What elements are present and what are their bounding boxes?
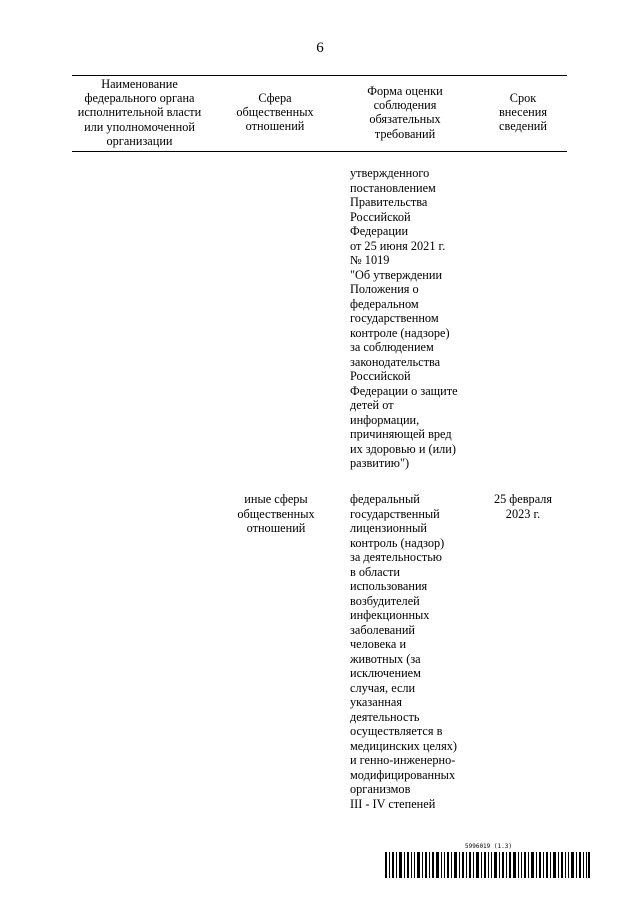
row1-assessment-form: утвержденного постановлением Правительства Российской Федерации от 25 июня 2021 г. № 1019 "Об утверждении Положения о федеральном государственном контроле (надзоре) за соблюдением законодательства Российской Федерации о защите детей от информации, причиняющей вред их здоровью и (или) развитию")	[350, 166, 458, 470]
barcode-image	[385, 852, 590, 878]
table-header-rule	[72, 151, 567, 152]
header-deadline: Срок внесения сведений	[498, 91, 548, 134]
header-sphere: Сфера общественных отношений	[236, 91, 314, 134]
row2-deadline: 25 февраля 2023 г.	[493, 492, 553, 521]
row2-sphere: иные сферы общественных отношений	[237, 492, 315, 535]
barcode-caption: 5996019 (1.3)	[465, 843, 512, 850]
page-number: 6	[316, 40, 324, 56]
header-authority: Наименование федерального органа исполнительной власти или уполномоченной организации	[77, 77, 202, 148]
table-top-rule	[72, 75, 567, 76]
barcode-block	[385, 843, 590, 879]
header-assessment-form: Форма оценки соблюдения обязательных требований	[367, 84, 443, 141]
row2-assessment-form: федеральный государственный лицензионный контроль (надзор) за деятельностью в области использования возбудителей инфекционных заболеваний человека и животных (за исключением случая, если указанная деятельность осуществляется в медицинских целях) и генно-инженерно- модифицированных организмов III - IV степеней	[350, 492, 457, 811]
